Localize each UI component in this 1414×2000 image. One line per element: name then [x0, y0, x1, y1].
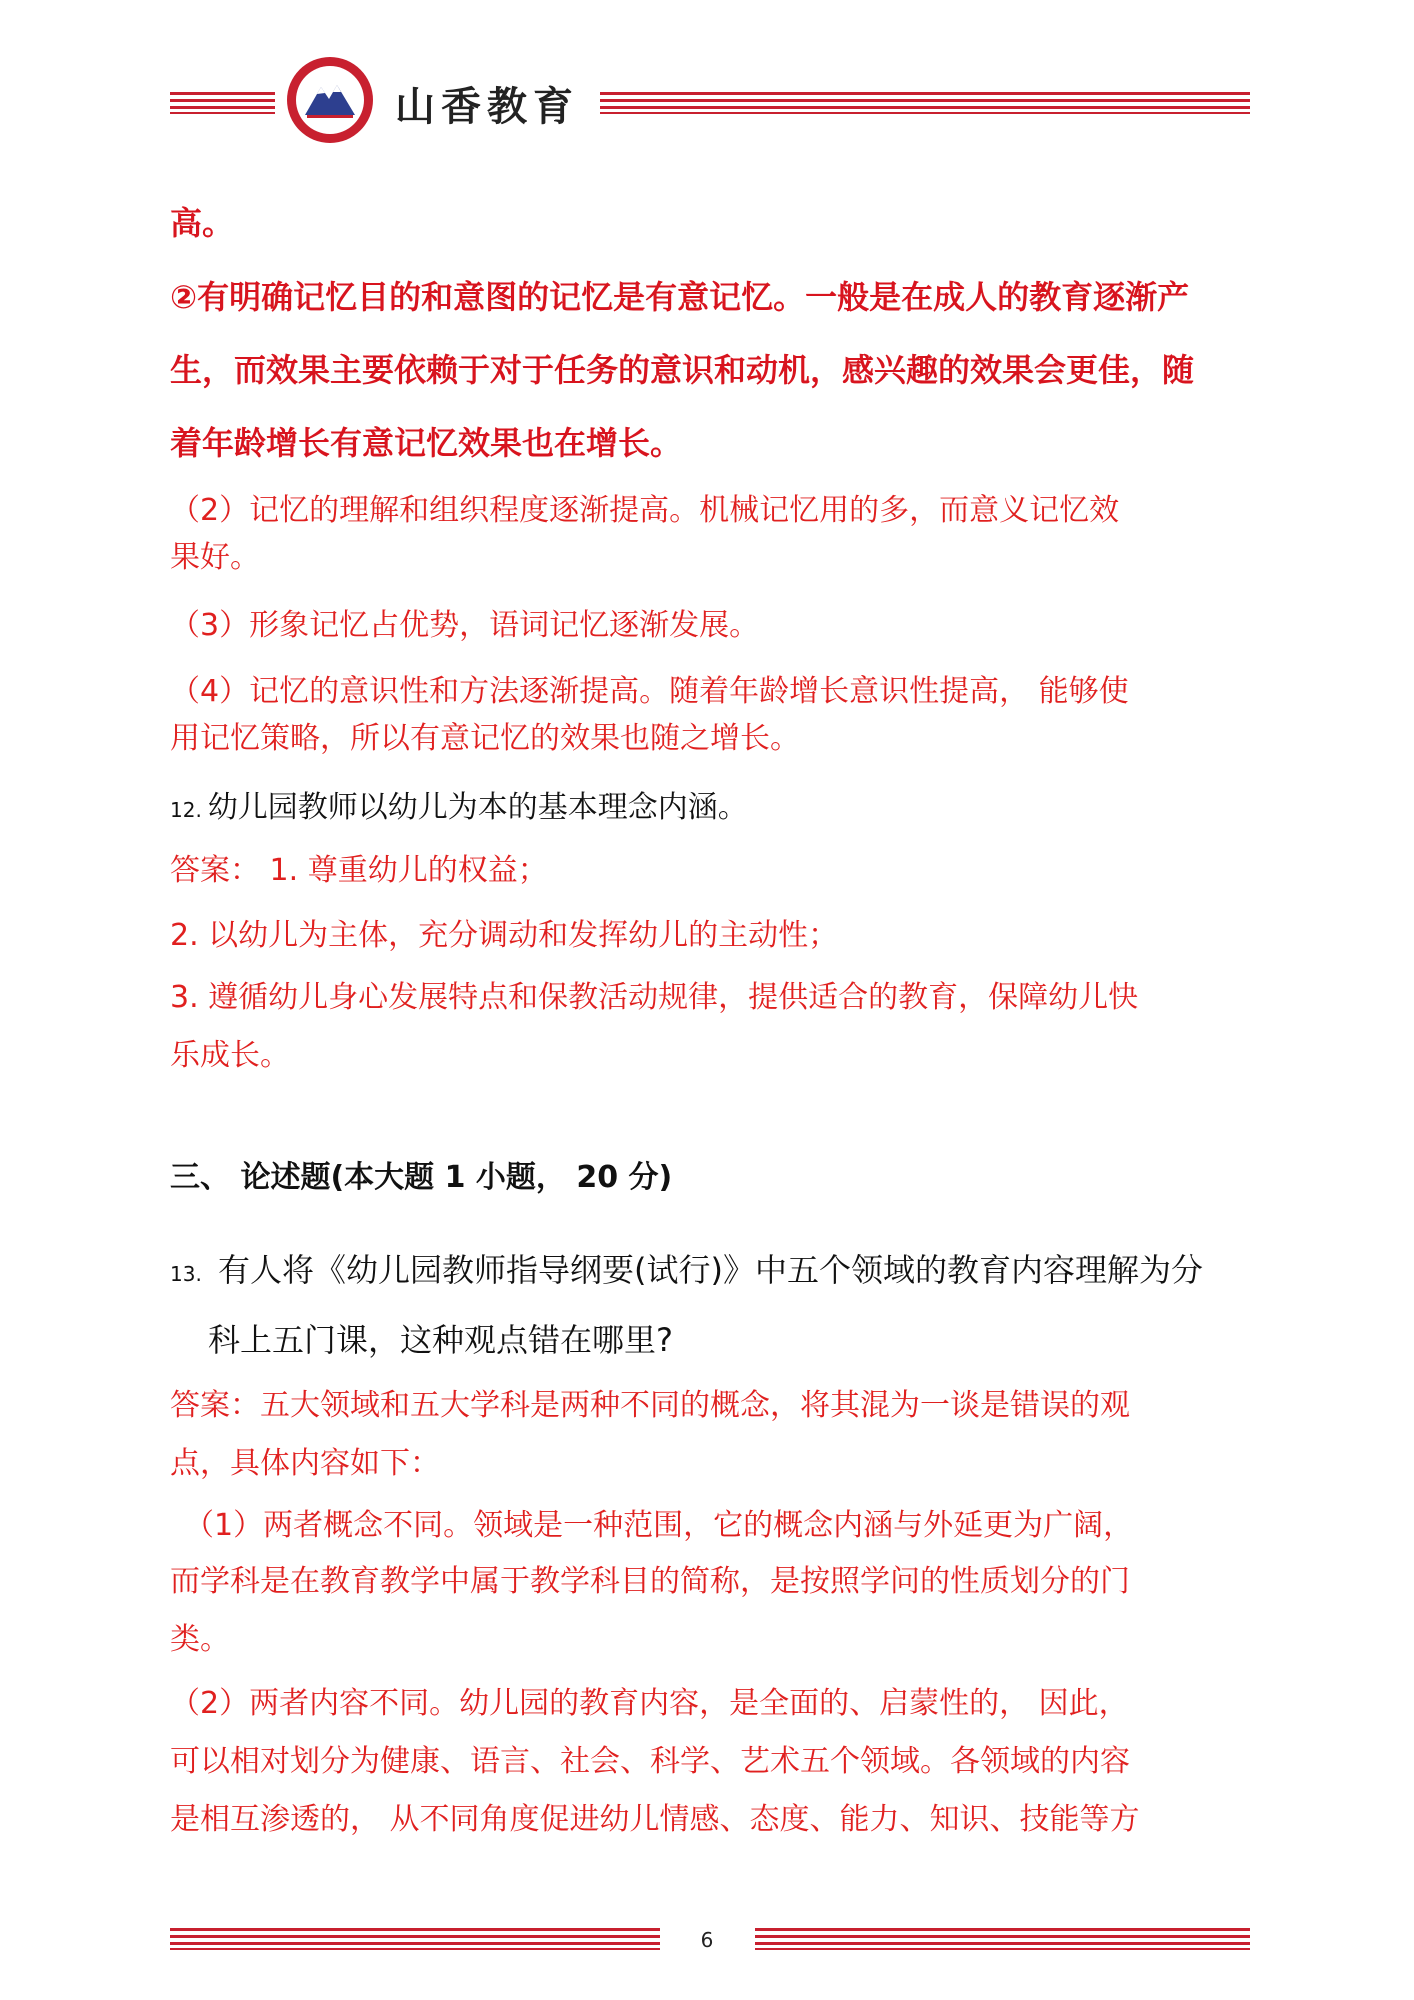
answer-line: 是相互渗透的， 从不同角度促进幼儿情感、态度、能力、知识、技能等方 — [170, 1802, 1140, 1837]
question-13 — [170, 1245, 1203, 1291]
answer-line: 答案：五大领域和五大学科是两种不同的概念，将其混为一谈是错误的观 — [170, 1388, 1130, 1423]
paragraph-line: ②有明确记忆目的和意图的记忆是有意记忆。一般是在成人的教育逐渐产 — [170, 278, 1190, 316]
paragraph-line: （4）记忆的意识性和方法逐渐提高。随着年龄增长意识性提高， 能够使 — [170, 674, 1129, 709]
question-12 — [170, 782, 748, 826]
answer-line: （2）两者内容不同。幼儿园的教育内容，是全面的、启蒙性的， 因此， — [170, 1686, 1129, 1721]
paragraph-line: 用记忆策略，所以有意记忆的效果也随之增长。 — [170, 721, 800, 756]
answer-line: （1）两者概念不同。领域是一种范围，它的概念内涵与外延更为广阔， — [184, 1508, 1134, 1543]
question-text-cont: 科上五门课，这种观点错在哪里? — [208, 1321, 673, 1359]
question-text: 幼儿园教师以幼儿为本的基本理念内涵。 — [207, 790, 748, 825]
answer-line: 可以相对划分为健康、语言、社会、科学、艺术五个领域。各领域的内容 — [170, 1744, 1130, 1779]
header-rule-right — [600, 92, 1250, 114]
answer-line: 而学科是在教育教学中属于教学科目的简称，是按照学问的性质划分的门 — [170, 1564, 1130, 1599]
question-number: 12. — [170, 798, 202, 822]
footer-rule-right — [755, 1928, 1250, 1950]
question-number: 13. — [170, 1262, 202, 1286]
answer-line: 3. 遵循幼儿身心发展特点和保教活动规律，提供适合的教育，保障幼儿快 — [170, 980, 1139, 1015]
header-rule-left — [170, 92, 275, 114]
footer-rule-left — [170, 1928, 660, 1950]
shanxiang-logo — [285, 55, 375, 145]
page-number: 6 — [700, 1928, 714, 1952]
answer-line: 点，具体内容如下： — [170, 1446, 440, 1481]
paragraph-line: （3）形象记忆占优势，语词记忆逐渐发展。 — [170, 608, 760, 643]
paragraph-line: 着年龄增长有意记忆效果也在增长。 — [170, 424, 683, 462]
section-heading: 三、 论述题(本大题 1 小题， 20 分) — [170, 1160, 673, 1195]
answer-line: 类。 — [170, 1622, 230, 1657]
answer-line: 2. 以幼儿为主体，充分调动和发挥幼儿的主动性； — [170, 918, 839, 953]
brand-name: 山香教育 — [395, 83, 579, 130]
answer-line: 答案： 1. 尊重幼儿的权益； — [170, 853, 548, 888]
paragraph-line: （2）记忆的理解和组织程度逐渐提高。机械记忆用的多，而意义记忆效 — [170, 493, 1120, 528]
paragraph-line: 果好。 — [170, 540, 260, 575]
paragraph-line: 高。 — [170, 204, 235, 242]
page-footer — [0, 1918, 1414, 1978]
paragraph-line: 生，而效果主要依赖于对于任务的意识和动机，感兴趣的效果会更佳，随 — [170, 351, 1195, 389]
page-header — [0, 0, 1414, 160]
answer-line: 乐成长。 — [170, 1038, 290, 1073]
question-text: 有人将《幼儿园教师指导纲要(试行)》中五个领域的教育内容理解为分 — [217, 1251, 1203, 1289]
